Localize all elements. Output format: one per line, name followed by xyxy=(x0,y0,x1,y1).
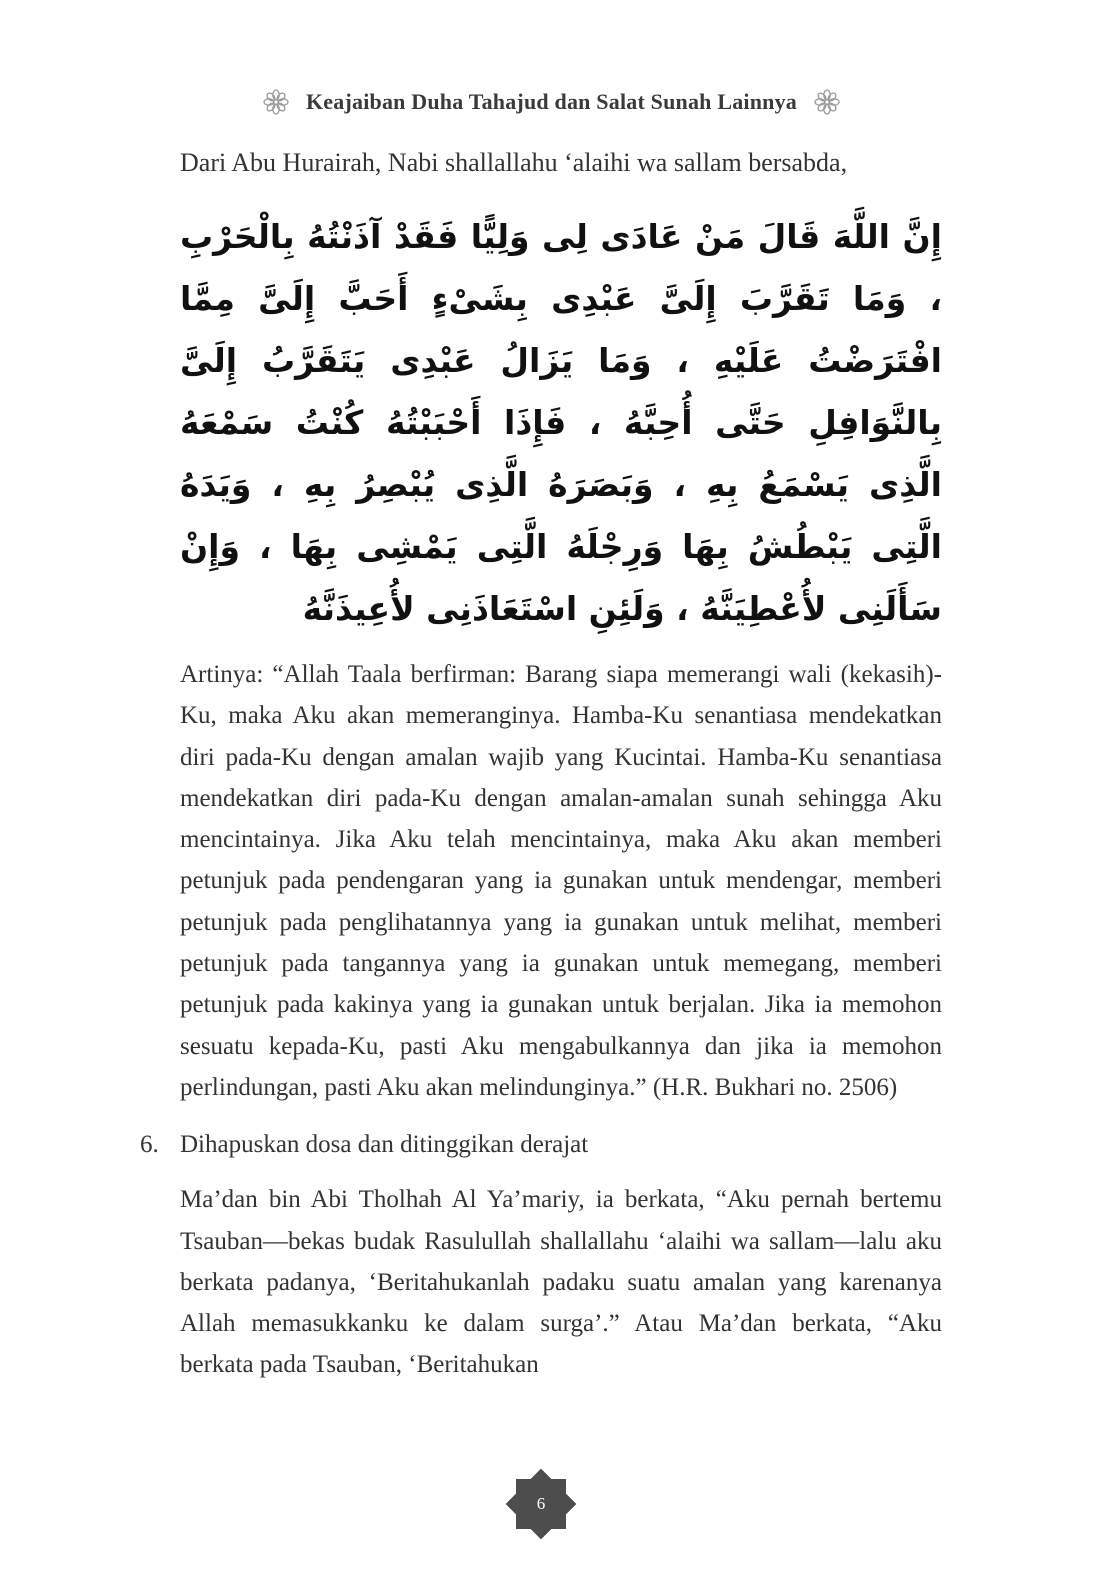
page-number: 6 xyxy=(536,1494,546,1513)
flower-ornament-icon xyxy=(813,88,841,116)
arabic-hadith-text: إِنَّ اللَّهَ قَالَ مَنْ عَادَى لِى وَلِيًّا فَقَدْ آذَنْتُهُ بِالْحَرْبِ ، وَمَا تَقَرَّبَ إِلَىَّ عَبْدِى بِشَىْءٍ أَحَبَّ إِلَىَّ مِمَّا افْتَرَضْتُ عَلَيْهِ ، وَمَا يَزَالُ عَبْدِى يَتَقَرَّبُ إِلَىَّ بِالنَّوَافِلِ حَتَّى أُحِبَّهُ ، فَإِذَا أَحْبَبْتُهُ كُنْتُ سَمْعَهُ الَّذِى يَسْمَعُ بِهِ ، وَبَصَرَهُ الَّذِى يُبْصِرُ بِهِ ، وَيَدَهُ الَّتِى يَبْطُشُ بِهَا وَرِجْلَهُ الَّتِى يَمْشِى بِهَا ، وَإِنْ سَأَلَنِى لأُعْطِيَنَّهُ ، وَلَئِنِ اسْتَعَاذَنِى لأُعِيذَنَّهُ xyxy=(180,217,942,628)
translation-paragraph: Artinya: “Allah Taala berfirman: Barang siapa memerangi wali (kekasih)-Ku, maka Aku akan memeranginya. Hamba-Ku senantiasa mendekatkan diri pada-Ku dengan amalan wajib yang Kucintai. Hamba-Ku senantiasa mendekatkan diri pada-Ku dengan amalan-amalan sunah sehingga Aku mencintainya. Jika Aku telah mencintainya, maka Aku akan memberi petunjuk pada pendengaran yang ia gunakan untuk mendengar, memberi petunjuk pada penglihatannya yang ia gunakan untuk melihat, memberi petunjuk pada tangannya yang ia gunakan untuk memegang, memberi petunjuk pada kakinya yang ia gunakan untuk berjalan. Jika ia memohon sesuatu kepada-Ku, pasti Aku mengabulkannya dan jika ia memohon perlindungan, pasti Aku akan melindunginya.” (H.R. Bukhari no. 2506) xyxy=(180,661,942,1101)
list-item-text: Dihapuskan dosa dan ditinggikan derajat xyxy=(180,1131,589,1159)
running-header xyxy=(0,88,1103,116)
flower-ornament-icon xyxy=(262,88,290,116)
page-number-badge xyxy=(502,1465,580,1543)
body-paragraph: Ma’dan bin Abi Tholhah Al Ya’mariy, ia berkata, “Aku pernah bertemu Tsauban—bekas budak Rasulullah shallallahu ‘alaihi wa sallam—lalu aku berkata padanya, ‘Beritahukanlah padaku suatu amalan yang karenanya Allah memasukkanku ke dalam surga’.” Atau Ma’dan berkata, “Aku berkata pada Tsauban, ‘Beritahukan xyxy=(180,1186,942,1379)
intro-paragraph: Dari Abu Hurairah, Nabi shallallahu ‘alaihi wa sallam bersabda, xyxy=(180,148,848,177)
page-body xyxy=(140,142,942,1386)
list-item xyxy=(140,1124,942,1165)
list-item-number: 6. xyxy=(140,1131,159,1159)
header-title: Keajaiban Duha Tahajud dan Salat Sunah Lainnya xyxy=(306,89,797,114)
